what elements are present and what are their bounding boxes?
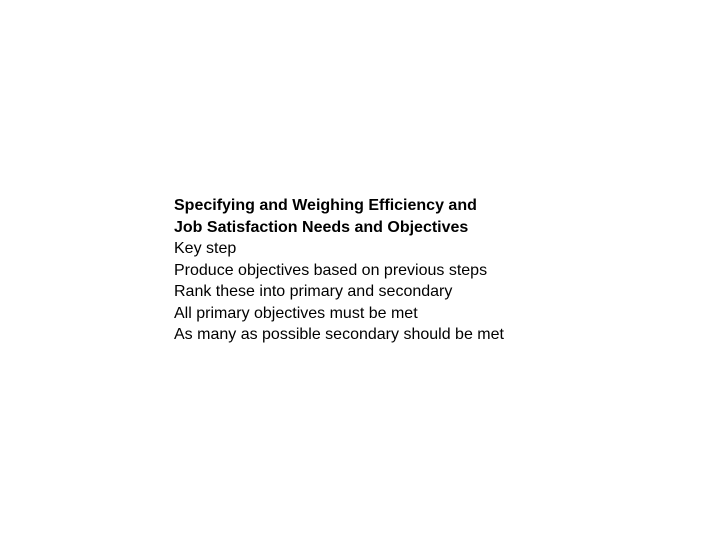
bullet-item-key-step: Key step — [174, 240, 237, 257]
bullet-item-secondary-objectives: As many as possible secondary should be met — [174, 326, 504, 343]
slide-content — [174, 195, 694, 346]
bullet-item-produce-objectives: Produce objectives based on previous steps — [174, 261, 488, 279]
bullet-list — [174, 238, 694, 346]
slide-title-line-2: Job Satisfaction Needs and Objectives — [174, 218, 469, 236]
bullet-item-primary-objectives: All primary objectives must be met — [174, 304, 418, 322]
bullet-item-rank-objectives: Rank these into primary and secondary — [174, 283, 453, 300]
slide-title-line-1: Specifying and Weighing Efficiency and — [174, 197, 477, 214]
